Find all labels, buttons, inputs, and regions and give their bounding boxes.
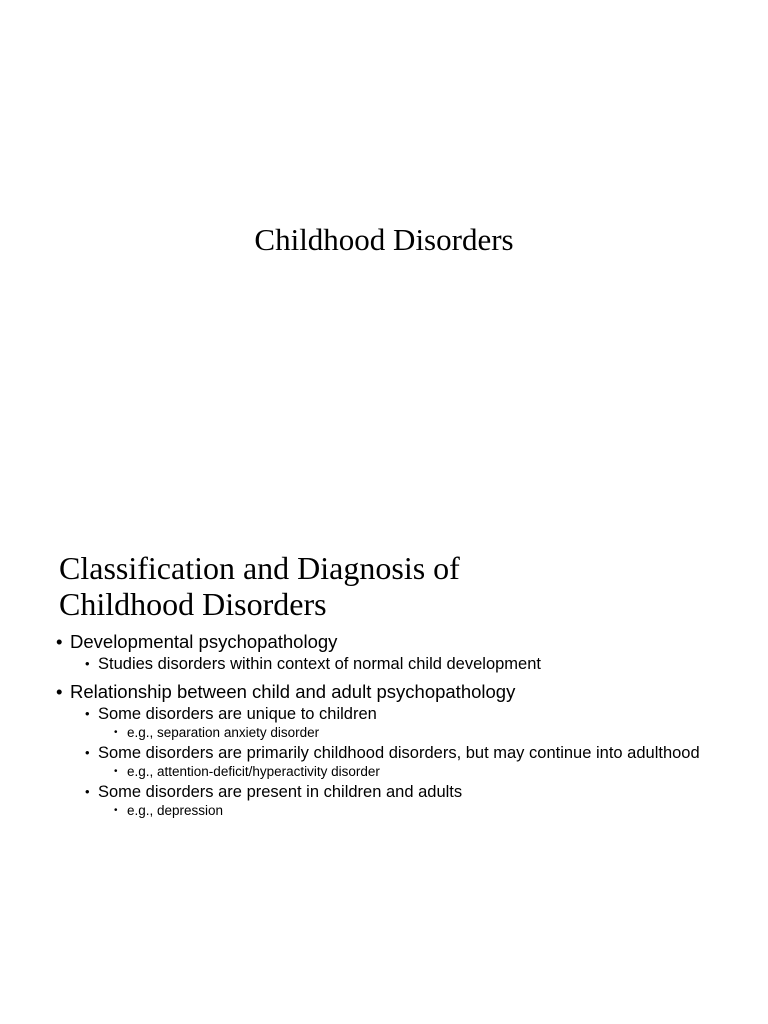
list-item — [56, 724, 736, 741]
list-item — [56, 763, 736, 780]
list-item-text: Studies disorders within context of normal child development — [98, 655, 541, 673]
list-item — [56, 654, 736, 674]
list-item — [56, 802, 736, 819]
bullet-icon: • — [56, 681, 63, 702]
list-item — [56, 680, 736, 704]
slide-title-heading: Childhood Disorders — [254, 222, 514, 257]
list-item-text: e.g., attention-deficit/hyperactivity disorder — [127, 764, 380, 779]
bullet-icon: • — [114, 727, 118, 738]
slide-heading-line-1: Classification and Diagnosis of — [59, 550, 460, 586]
slide-heading-line-2: Childhood Disorders — [59, 586, 327, 622]
slide-classification — [0, 512, 768, 1024]
bullet-icon: • — [85, 706, 90, 721]
bullet-icon: • — [56, 631, 63, 652]
list-item-text: Some disorders are present in children and adults — [98, 783, 463, 801]
bullet-icon: • — [114, 805, 118, 816]
list-item-text: Developmental psychopathology — [70, 631, 338, 652]
list-item — [56, 782, 736, 802]
list-item-text: Relationship between child and adult psychopathology — [70, 681, 516, 702]
list-item — [56, 704, 736, 724]
bullet-list — [56, 630, 736, 819]
list-item-text: e.g., depression — [127, 803, 224, 818]
list-item-text: Some disorders are primarily childhood disorders, but may continue into adulthood — [98, 744, 700, 762]
slide-heading — [59, 550, 719, 622]
bullet-icon: • — [85, 784, 90, 799]
list-item-text: Some disorders are unique to children — [98, 705, 377, 723]
bullet-icon: • — [85, 656, 90, 671]
list-item — [56, 743, 736, 763]
list-item-text: e.g., separation anxiety disorder — [127, 725, 320, 740]
bullet-icon: • — [114, 766, 118, 777]
list-item — [56, 630, 736, 654]
bullet-icon: • — [85, 745, 90, 760]
